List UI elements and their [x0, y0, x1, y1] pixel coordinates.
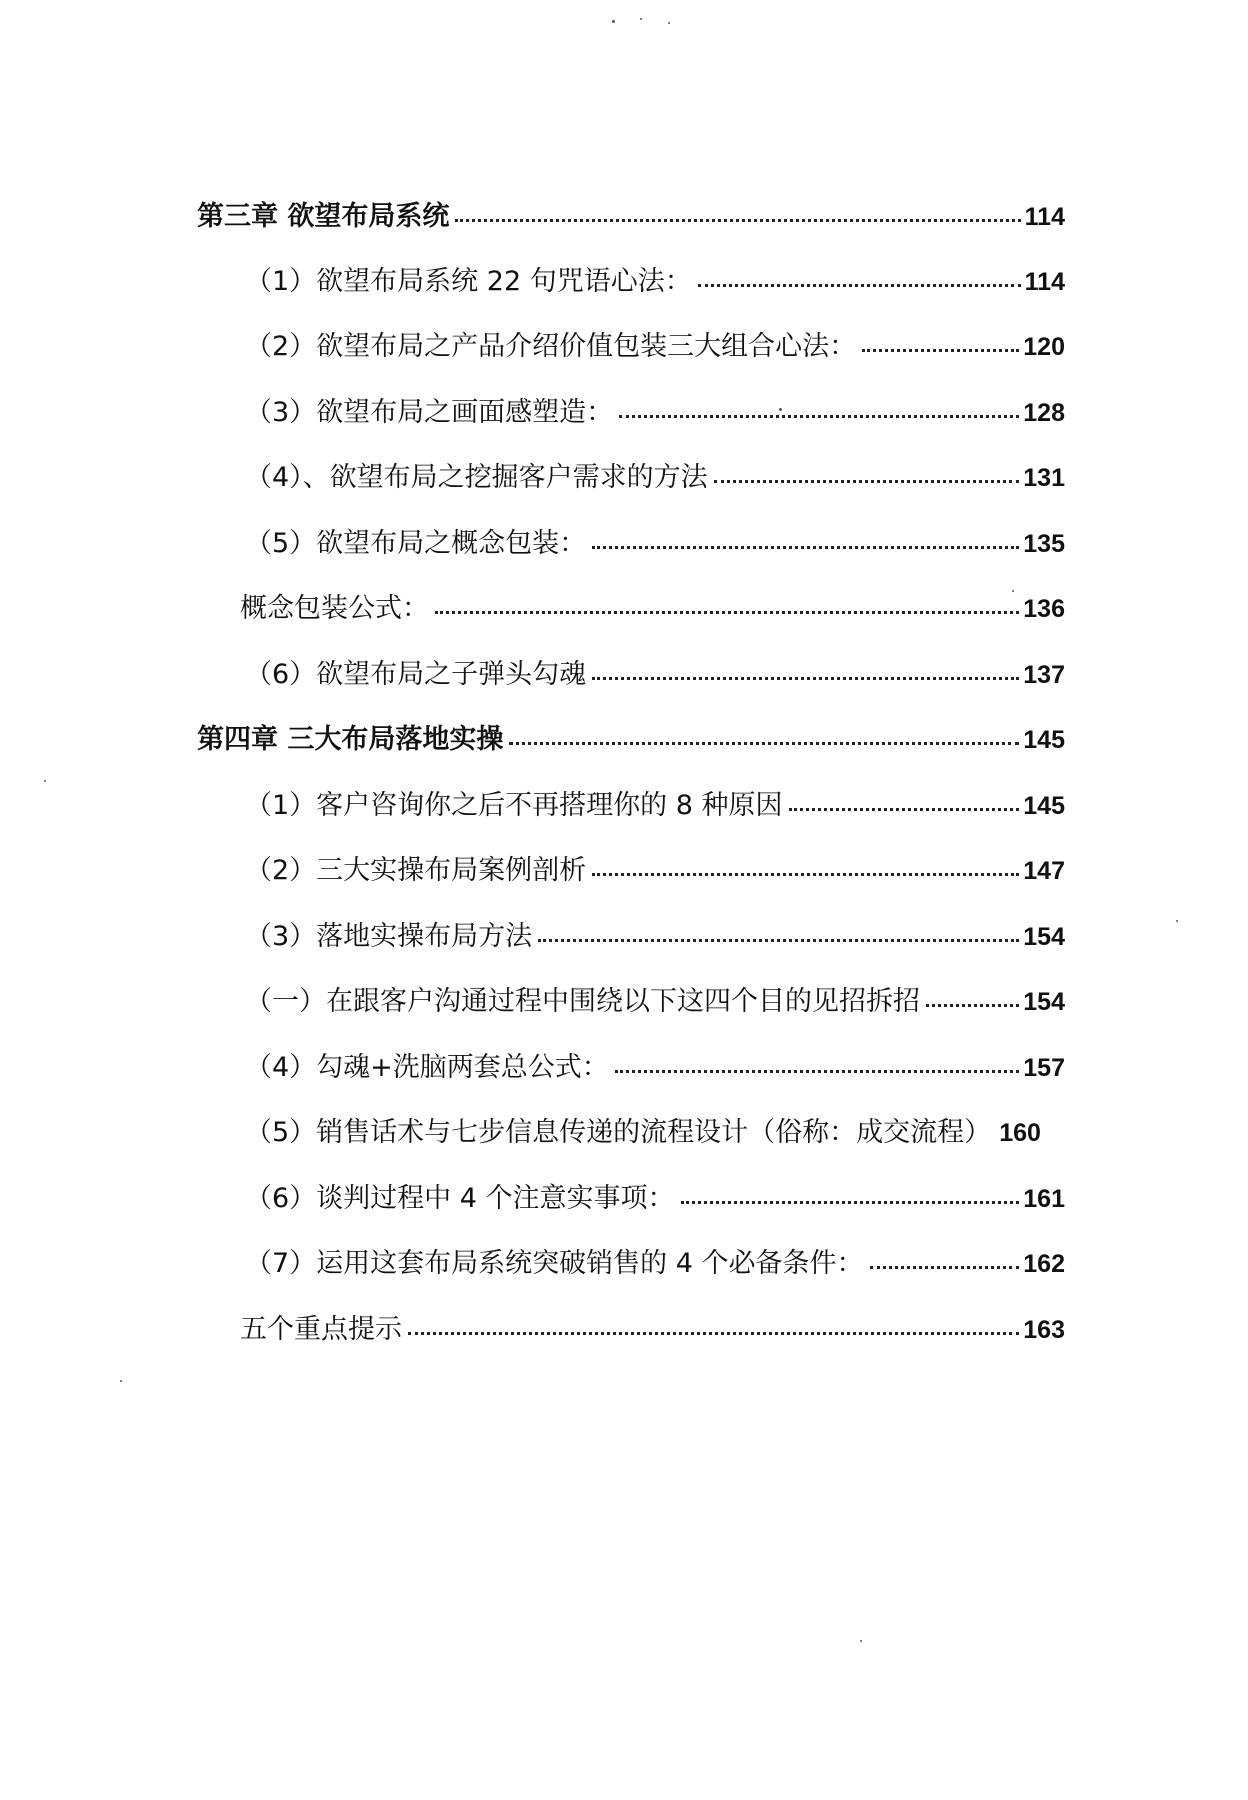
toc-page-number: 154 — [1023, 923, 1065, 951]
toc-page-number: 136 — [1023, 595, 1065, 623]
toc-page-number: 135 — [1023, 530, 1065, 558]
toc-entry — [245, 1179, 1065, 1219]
dot-leader — [592, 546, 1019, 549]
toc-entry — [240, 589, 1065, 629]
toc-page-number: 160 — [999, 1119, 1041, 1147]
toc-entry-title: （1）欲望布局系统 22 句咒语心法： — [245, 266, 692, 297]
toc-page-number: 157 — [1023, 1054, 1065, 1082]
toc-entry — [245, 982, 1065, 1022]
dot-leader — [698, 284, 1021, 287]
toc-page-number: 128 — [1023, 399, 1065, 427]
scan-speck — [1176, 920, 1178, 922]
toc-entry — [245, 917, 1065, 957]
dot-leader — [789, 808, 1020, 811]
scan-speck — [640, 18, 642, 20]
dot-leader — [592, 677, 1019, 680]
toc-page-number: 114 — [1024, 203, 1065, 231]
toc-entry-title: （一）在跟客户沟通过程中围绕以下这四个目的见招拆招 — [245, 986, 920, 1017]
toc-entry-title: 五个重点提示 — [240, 1314, 402, 1345]
scan-speck — [668, 22, 670, 24]
toc-page-number: 114 — [1024, 268, 1065, 296]
scan-speck — [120, 1380, 122, 1382]
toc-entry — [245, 1244, 1065, 1284]
toc-entry-title: （4）、欲望布局之挖掘客户需求的方法 — [245, 462, 708, 493]
toc-entry — [245, 851, 1065, 891]
dot-leader — [435, 611, 1019, 614]
toc-page-number: 154 — [1023, 988, 1065, 1016]
toc-entry — [240, 1310, 1065, 1350]
toc-page-number: 163 — [1023, 1316, 1065, 1344]
toc-entry — [245, 1048, 1065, 1088]
toc-entry — [245, 393, 1065, 433]
toc-entry-title: （6）欲望布局之子弹头勾魂 — [245, 659, 587, 690]
toc-entry — [245, 262, 1065, 302]
dot-leader — [870, 1266, 1020, 1269]
dot-leader — [681, 1201, 1020, 1204]
scan-speck — [44, 780, 46, 782]
toc-entry — [245, 786, 1065, 826]
dot-leader — [592, 873, 1019, 876]
dot-leader — [615, 1070, 1019, 1073]
toc-entry-title: （5）销售话术与七步信息传递的流程设计（俗称：成交流程） — [245, 1117, 992, 1148]
scan-speck — [612, 20, 615, 23]
toc-entry-title: 概念包装公式： — [240, 593, 429, 624]
toc-entry-title: （3）落地实操布局方法 — [245, 921, 533, 952]
toc-page-number: 147 — [1023, 857, 1065, 885]
toc-page-number: 145 — [1023, 792, 1065, 820]
toc-entry-title: （3）欲望布局之画面感塑造： — [245, 397, 614, 428]
toc-entry-title: （2）欲望布局之产品介绍价值包装三大组合心法： — [245, 331, 857, 362]
toc-page-number: 161 — [1023, 1185, 1065, 1213]
toc-chapter-4 — [197, 720, 1065, 760]
toc-entry-title: （2）三大实操布局案例剖析 — [245, 855, 587, 886]
toc-entry-title: 第三章 欲望布局系统 — [197, 201, 450, 232]
toc-page-number: 162 — [1023, 1250, 1065, 1278]
toc-page-number: 145 — [1023, 726, 1065, 754]
dot-leader — [509, 742, 1019, 745]
toc-entry — [245, 1113, 1095, 1153]
scan-speck — [860, 1640, 862, 1642]
toc-page-number: 137 — [1023, 661, 1065, 689]
dot-leader — [926, 1004, 1019, 1007]
toc-entry-title: （4）勾魂+洗脑两套总公式： — [245, 1052, 609, 1083]
toc-entry — [245, 655, 1065, 695]
dot-leader — [408, 1332, 1019, 1335]
toc-entry-title: （6）谈判过程中 4 个注意实事项： — [245, 1183, 675, 1214]
toc-entry-title: （5）欲望布局之概念包装： — [245, 528, 587, 559]
dot-leader — [862, 349, 1019, 352]
toc-entry-title: （1）客户咨询你之后不再搭理你的 8 种原因 — [245, 790, 783, 821]
dot-leader — [455, 219, 1020, 222]
toc-entry-title: （7）运用这套布局系统突破销售的 4 个必备条件： — [245, 1248, 864, 1279]
dot-leader — [619, 415, 1019, 418]
toc-entry — [245, 458, 1065, 498]
toc-entry — [245, 327, 1065, 367]
toc-page-number: 120 — [1023, 333, 1065, 361]
toc-page-number: 131 — [1023, 464, 1065, 492]
dot-leader — [538, 939, 1019, 942]
toc-chapter-3 — [197, 197, 1065, 237]
toc-entry-title: 第四章 三大布局落地实操 — [197, 724, 504, 755]
toc-entry — [245, 524, 1065, 564]
dot-leader — [714, 480, 1020, 483]
